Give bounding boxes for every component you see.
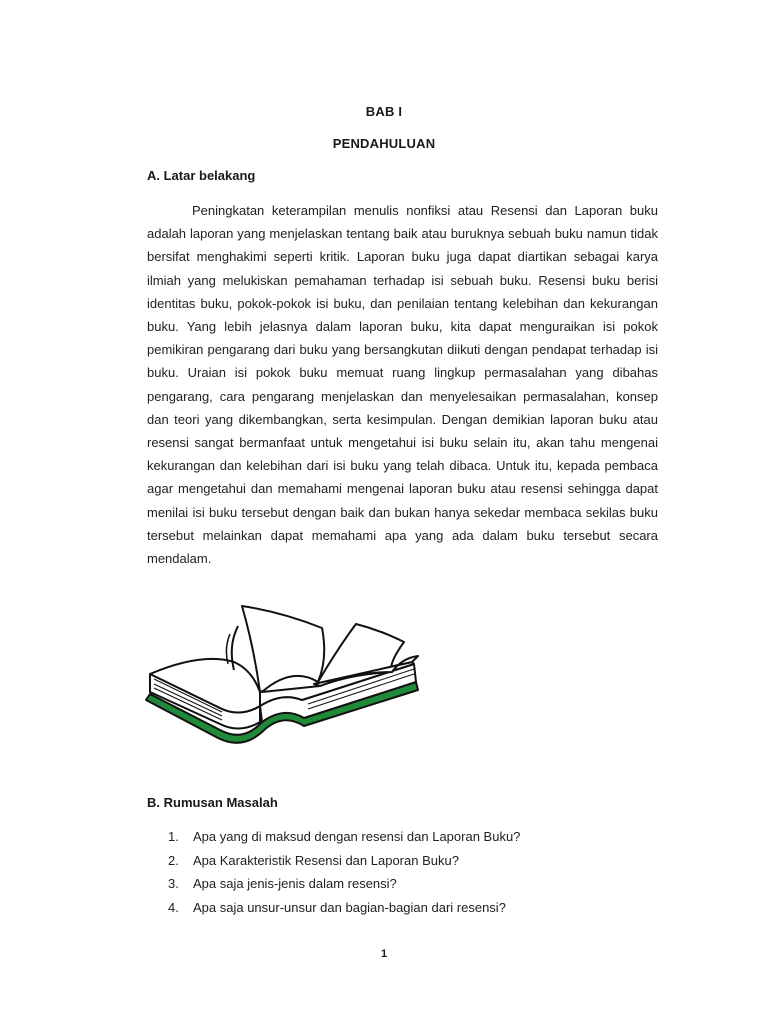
- list-item-number: 2.: [168, 852, 179, 868]
- list-item-number: 1.: [168, 829, 179, 844]
- background-paragraph: Peningkatan keterampilan menulis nonfiksi atau Resensi dan Laporan buku adalah laporan yang menjelaskan tentang baik atau buruknya sebuah buku namun tidak bersifat menghakimi seperti kritik. Laporan buku juga dapat diartikan sebagai karya ilmiah yang melukiskan pemahaman terhadap isi sebuah buku. Resensi buku berisi identitas buku, pokok-pokok isi buku, dan penilaian tentang kelebihan dan kekurangan buku. Yang lebih jelasnya dalam laporan buku, kita dapat menguraikan isi pokok pemikiran pengarang dari buku yang bersangkutan diikuti dengan pendapat terhadap isi buku. Uraian isi pokok buku memuat ruang lingkup permasalahan yang dibahas pengarang, cara pengarang menjelaskan dan menyelesaikan permasalahan, konsep dan teori yang dikembangkan, serta kesimpulan. Dengan demikian laporan buku atau resensi sangat bermanfaat untuk mengetahui isi buku selain itu, akan tahu mengenai kekurangan dan kelebihan dari isi buku yang telah dibaca. Untuk itu, kepada pembaca agar mengetahui dan memahami mengenai laporan buku atau resensi sehingga dapat menilai isi buku tersebut dengan baik dan bukan hanya sekedar membaca sekilas buku tersebut melainkan dapat memahami apa yang ada dalam buku tersebut secara mendalam.: [147, 203, 658, 567]
- problem-statement-list: [168, 827, 520, 921]
- chapter-label: BAB I: [365, 104, 403, 119]
- chapter-title: PENDAHULUAN: [332, 136, 436, 151]
- list-item: [168, 874, 520, 898]
- open-book-icon: [142, 596, 422, 746]
- list-item-text: Apa Karakteristik Resensi dan Laporan Buku?: [193, 852, 459, 868]
- list-item: [168, 851, 520, 875]
- section-a-heading: A. Latar belakang: [147, 168, 256, 183]
- list-item-number: 4.: [168, 899, 179, 915]
- list-item: [168, 898, 520, 922]
- list-item-text: Apa yang di maksud dengan resensi dan Laporan Buku?: [193, 829, 521, 844]
- list-item-text: Apa saja unsur-unsur dan bagian-bagian dari resensi?: [193, 899, 506, 915]
- section-b-heading: B. Rumusan Masalah: [147, 795, 278, 810]
- list-item-text: Apa saja jenis-jenis dalam resensi?: [193, 876, 397, 891]
- list-item: [168, 827, 520, 851]
- list-item-number: 3.: [168, 876, 179, 891]
- page-number: 1: [380, 948, 388, 960]
